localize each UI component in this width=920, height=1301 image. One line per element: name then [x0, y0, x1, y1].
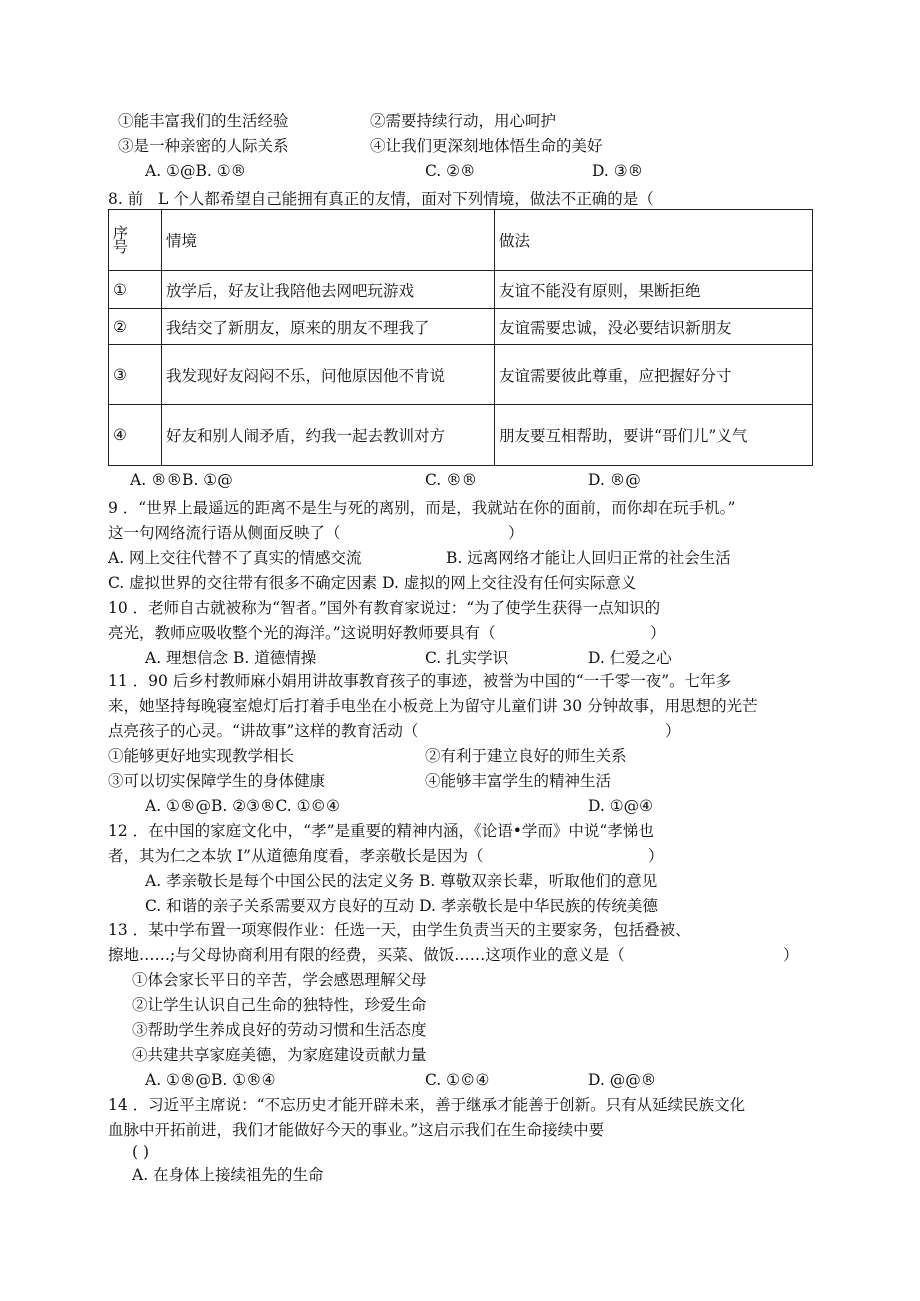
row-method: 友谊需要忠诚，没必要结识新朋友	[495, 309, 813, 345]
q11-stem-line2: 来，她坚持每晚寝室熄灯后打着手电坐在小板竞上为留守儿童们讲 30 分钟故事，用思想的光芒	[108, 697, 758, 715]
row-method: 友谊不能没有原则，果断拒绝	[495, 271, 813, 309]
q11-option-2: ②有利于建立良好的师生关系	[425, 747, 627, 765]
q14-paren: ( )	[132, 1143, 150, 1161]
table-row	[109, 345, 813, 405]
q13-stem-line1: 13 ．某中学布置一项寒假作业：任选一天，由学生负责当天的主要家务，包括叠被、	[108, 921, 691, 939]
q13-option-3: ③帮助学生养成良好的劳动习惯和生活态度	[132, 1021, 427, 1039]
table-row	[109, 271, 813, 309]
q10-paren-close: ）	[650, 624, 666, 642]
q8-stem: L 个人都希望自己能拥有真正的友情，面对下列情境，做法不正确的是（	[158, 190, 654, 208]
table-row	[109, 405, 813, 466]
q9-stem-line2: 这一句网络流行语从侧面反映了（	[108, 524, 341, 542]
header-no: 序号	[109, 210, 162, 271]
q7-choice-c: C. ②®	[425, 162, 476, 180]
q7-option-1: ①能丰富我们的生活经验	[118, 112, 289, 130]
q12-stem-line2: 者，其为仁之本欤 I”从道德角度看，孝亲敬长是因为（	[108, 847, 484, 865]
row-situation: 我结交了新朋友，原来的朋友不理我了	[162, 309, 495, 345]
row-no: ②	[109, 309, 162, 345]
q13-paren-close: ）	[783, 946, 799, 964]
row-situation: 放学后，好友让我陪他去网吧玩游戏	[162, 271, 495, 309]
q9-option-cd: C. 虚拟世界的交往带有很多不确定因素 D. 虚拟的网上交往没有任何实际意义	[108, 574, 637, 592]
q11-option-3: ③可以切实保障学生的身体健康	[108, 772, 326, 790]
q13-option-4: ④共建共享家庭美德，为家庭建设贡献力量	[132, 1046, 427, 1064]
row-situation: 好友和别人闹矛盾，约我一起去教训对方	[162, 405, 495, 466]
q7-option-2: ②需要持续行动，用心呵护	[370, 112, 557, 130]
header-method: 做法	[495, 210, 813, 271]
row-method: 朋友要互相帮助，要讲“哥们儿”义气	[495, 405, 813, 466]
q11-stem-line1: 11 ．90 后乡村教师麻小娟用讲故事教育孩子的事迹，被誉为中国的“一千零一夜”。七年多	[108, 672, 732, 690]
q13-option-2: ②让学生认识自己生命的独特性，珍爱生命	[132, 996, 427, 1014]
row-method: 友谊需要彼此尊重，应把握好分寸	[495, 345, 813, 405]
q11-choice-abc: A. ①®@B. ②③®C. ①©④	[145, 797, 340, 815]
q13-choice-c: C. ①©④	[425, 1071, 490, 1089]
row-situation: 我发现好友闷闷不乐，问他原因他不肯说	[162, 345, 495, 405]
q10-option-d: D. 仁爱之心	[588, 649, 672, 667]
q8-table	[108, 209, 813, 466]
q11-choice-d: D. ①@④	[588, 797, 654, 815]
q8-number: 8. 前	[108, 190, 144, 208]
q14-stem-line1: 14 ．习近平主席说：“不忘历史才能开辟未来，善于继承才能善于创新。只有从延续民族文化	[108, 1096, 746, 1114]
q9-option-b: B. 远离网络才能让人回归正常的社会生活	[446, 549, 731, 567]
q13-choice-ab: A. ①®@B. ①®④	[145, 1071, 276, 1089]
q11-paren-close: ）	[665, 722, 681, 740]
table-row	[109, 309, 813, 345]
row-no: ①	[109, 271, 162, 309]
q11-stem-line3: 点亮孩子的心灵。“讲故事”这样的教育活动（	[108, 722, 419, 740]
q11-option-1: ①能够更好地实现教学相长	[108, 747, 295, 765]
table-header-row	[109, 210, 813, 271]
q7-choice-ab: A. ①@B. ①®	[145, 162, 247, 180]
q10-stem-line1: 10 ．老师自古就被称为“智者。”国外有教育家说过：“为了使学生获得一点知识的	[108, 599, 661, 617]
q10-stem-line2: 亮光，教师应吸收整个光的海洋。”这说明好教师要具有（	[108, 624, 496, 642]
q10-option-ab: A. 理想信念 B. 道德情操	[145, 649, 317, 667]
q10-option-c: C. 扎实学识	[425, 649, 509, 667]
row-no: ③	[109, 345, 162, 405]
q9-stem-line1: 9 ．“世界上最遥远的距离不是生与死的离别，而是，我就站在你的面前，而你却在玩手机。”	[108, 499, 736, 517]
q9-paren-close: ）	[508, 524, 524, 542]
q9-option-a: A. 网上交往代替不了真实的情感交流	[108, 549, 362, 567]
row-no: ④	[109, 405, 162, 466]
q8-choice-c: C. ®®	[425, 471, 478, 489]
q11-option-4: ④能够丰富学生的精神生活	[425, 772, 612, 790]
q14-option-a: A. 在身体上接续祖先的生命	[132, 1166, 324, 1184]
q13-choice-d: D. @@®	[588, 1071, 657, 1089]
q7-option-4: ④让我们更深刻地体悟生命的美好	[370, 137, 603, 155]
q7-choice-d: D. ③®	[592, 162, 644, 180]
header-situation: 情境	[162, 210, 495, 271]
q14-stem-line2: 血脉中开拓前进，我们才能做好今天的事业。”这启示我们在生命接续中要	[108, 1121, 605, 1139]
q12-option-cd: C. 和谐的亲子关系需要双方良好的互动 D. 孝亲敬长是中华民族的传统美德	[145, 897, 658, 915]
q13-stem-line2: 擦地……;与父母协商利用有限的经费，买菜、做饭……这项作业的意义是（	[108, 946, 625, 964]
q8-choice-ab: A. ®®B. ①@	[130, 471, 233, 489]
q12-stem-line1: 12 ．在中国的家庭文化中，“孝”是重要的精神内涵，《论语•学而》中说“孝悌也	[108, 822, 654, 840]
q7-option-3: ③是一种亲密的人际关系	[118, 137, 289, 155]
q8-choice-d: D. ®@	[588, 471, 641, 489]
q13-option-1: ①体会家长平日的辛苦，学会感恩理解父母	[132, 971, 427, 989]
q12-option-ab: A. 孝亲敬长是每个中国公民的法定义务 B. 尊敬双亲长辈，听取他们的意见	[145, 872, 658, 890]
q12-paren-close: ）	[648, 847, 664, 865]
